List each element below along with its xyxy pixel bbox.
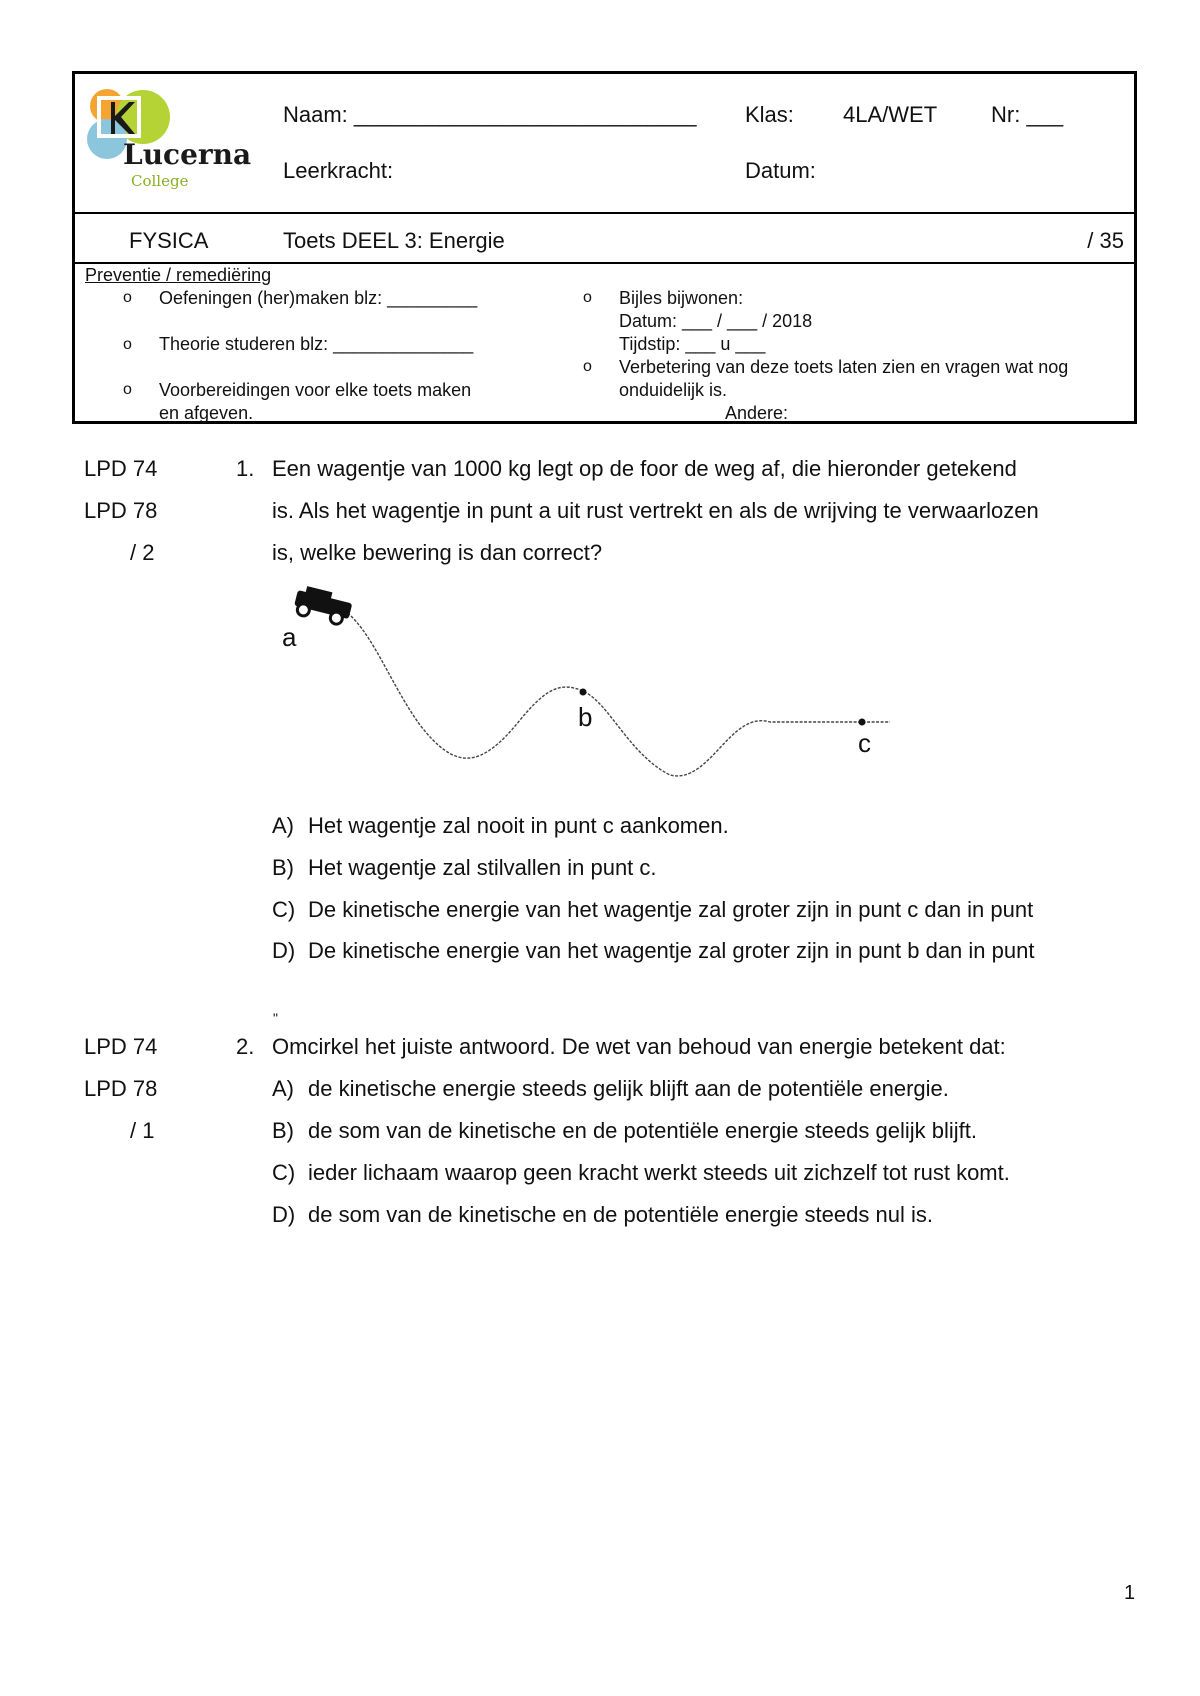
header-divider-1 [75,212,1134,214]
leerkracht-label: Leerkracht: [283,158,394,183]
remediation-right-item: Tijdstip: ___ u ___ [619,334,766,354]
question-number: 2. [236,1034,255,1059]
question-text: Omcirkel het juiste antwoord. De wet van behoud van energie betekent dat: [272,1034,1006,1059]
vak-label: FYSICA [129,228,209,253]
lpd-label: LPD 74 [84,456,158,481]
bullet: o [123,289,132,306]
question-text: is. Als het wagentje in punt a uit rust vertrekt en als de wrijving te verwaarlozen [272,498,1039,523]
option-letter: A) [272,1076,294,1101]
option-letter: C) [272,897,296,922]
point-b-dot [580,689,587,696]
page-number: 1 [1124,1582,1136,1604]
lucerna-logo [85,84,255,199]
point-b-label: b [578,702,593,732]
point-c-dot [859,719,866,726]
option-text: Het wagentje zal nooit in punt c aankomen. [308,813,729,838]
nr-label: Nr: ___ [991,102,1064,127]
option-letter: D) [272,1202,296,1227]
header-box [72,71,1137,424]
remediation-right-item: Andere: [725,403,789,423]
toets-title: Toets DEEL 3: Energie [283,228,505,253]
stray-mark: " [273,1010,278,1026]
naam-label: Naam: ____________________________ [283,102,697,127]
remediation-left-item: Theorie studeren blz: ______________ [159,334,474,354]
logo-text: Lucerna [123,138,252,171]
option-letter: B) [272,1118,294,1143]
option-text: Het wagentje zal stilvallen in punt c. [308,855,657,880]
question-text: Een wagentje van 1000 kg legt op de foor de weg af, die hieronder getekend [272,456,1017,481]
lpd-label: LPD 78 [84,498,158,523]
option-letter: A) [272,813,294,838]
option-text: de kinetische energie steeds gelijk blijft aan de potentiële energie. [308,1076,949,1101]
option-text: de som van de kinetische en de potentiële energie steeds nul is. [308,1202,933,1227]
bullet: o [583,289,592,306]
remediation-left-item: en afgeven. [159,403,254,423]
lpd-label: LPD 74 [84,1034,158,1059]
datum-label: Datum: [745,158,816,183]
point-c-label: c [858,728,871,758]
remediation-left-item: Oefeningen (her)maken blz: _________ [159,288,478,308]
track-figure [270,580,910,790]
car-icon [292,584,354,627]
bullet: o [583,358,592,375]
bullet: o [123,336,132,353]
remediation-left-item: Voorbereidingen voor elke toets maken [159,380,472,400]
option-letter: C) [272,1160,296,1185]
option-text: De kinetische energie van het wagentje zal groter zijn in punt b dan in punt [308,938,1035,963]
question-score: / 2 [130,540,155,565]
track-curve [310,602,890,776]
remediation-right-item: Bijles bijwonen: [619,288,744,308]
header-divider-2 [75,262,1134,264]
remediation-title: Preventie / remediëring [85,265,272,285]
logo-subtext: College [131,172,189,190]
klas-value: 4LA/WET [843,102,938,127]
klas-label: Klas: [745,102,794,127]
option-letter: D) [272,938,296,963]
point-a-label: a [282,622,297,652]
remediation-right-item: onduidelijk is. [619,380,728,400]
lpd-label: LPD 78 [84,1076,158,1101]
question-number: 1. [236,456,255,481]
remediation-right-item: Verbetering van deze toets laten zien en vragen wat nog [619,357,1069,377]
question-score: / 1 [130,1118,155,1143]
option-text: ieder lichaam waarop geen kracht werkt steeds uit zichzelf tot rust komt. [308,1160,1010,1185]
option-letter: B) [272,855,294,880]
option-text: De kinetische energie van het wagentje zal groter zijn in punt c dan in punt [308,897,1034,922]
option-text: de som van de kinetische en de potentiële energie steeds gelijk blijft. [308,1118,977,1143]
question-text: is, welke bewering is dan correct? [272,540,603,565]
score-total: / 35 [1087,228,1124,253]
remediation-right-item: Datum: ___ / ___ / 2018 [619,311,813,331]
bullet: o [123,381,132,398]
